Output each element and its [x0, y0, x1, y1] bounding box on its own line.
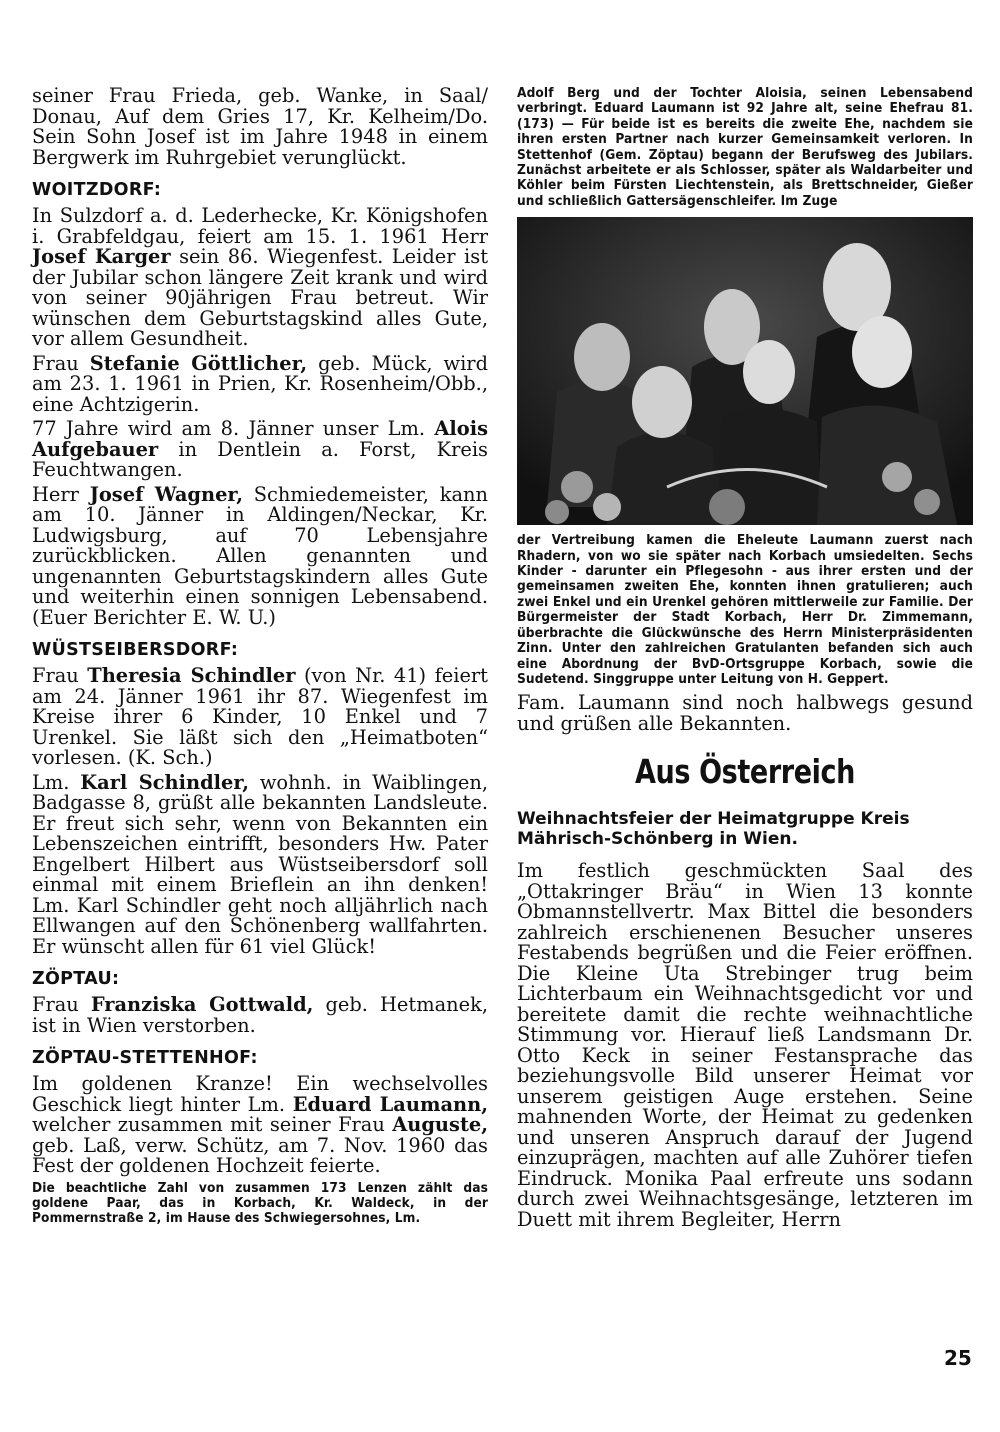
heading-zoeptau: ZÖPTAU:	[32, 969, 120, 989]
paragraph-goettlicher: Frau Stefanie Göttlicher, geb. Mück, wird am 23. 1. 1961 in Prien, Kr. Rosenheim/Obb., eine Achtzigerin.	[32, 351, 488, 416]
small-print-laumann: Die beachtliche Zahl von zusammen 173 Lenzen zählt das goldene Paar, das in Korbach, Kr. Waldeck, in der Pommernstraße 2, im Hause des Schwiegersohnes, Lm.	[32, 1179, 488, 1227]
family-photo	[517, 217, 973, 525]
paragraph-aufgebauer: 77 Jahre wird am 8. Jänner unser Lm. Alois Aufgebauer in Dentlein a. Forst, Kreis Feuchtwangen.	[32, 417, 488, 481]
paragraph-gottwald: Frau Franziska Gottwald, geb. Hetmanek, ist in Wien verstorben.	[32, 993, 489, 1037]
small-print-continued: Adolf Berg und der Tochter Aloisia, seinen Lebensabend verbringt. Eduard Laumann ist 92 Jahre alt, seine Ehefrau 81. (173) — Für beide ist es bereits die zweite Ehe, nachdem sie ihren ersten Partner nach kurzer Gemeinsamkeit verloren. In Stettenhof (Gem. Zöptau) begann der Berufsweg des Jubilars. Zunächst arbeitete er als Schlosser, später als Waldarbeiter und Köhler beim Fürsten Liechtenstein, als Brettschneider, Gießer und schließlich Gattersägenschleifer. Im Zuge	[517, 85, 973, 209]
paragraph-weihnachtsfeier: Im festlich geschmückten Saal des „Ottakringer Bräu“ in Wien 13 konnte Obmannstellvertr. Max Bittel die besonders zahlreich erschienenen Besucher unseres Festabends begrüßen und die Feier eröffnen. Die Kleine Uta Strebinger trug beim Lichterbaum ein Weihnachtsgedicht vor und bereitete damit die rechte weihnachtliche Stimmung vor. Hierauf ließ Landsmann Dr. Otto Keck in seiner Festansprache das beziehungsvolle Bild unserer Heimat vor unserem geistigen Auge erstehen. Seine mahnenden Worte, der Heimat zu gedenken und unseren Anspruch darauf der Jugend einzuprägen, machten auf alle Zuhörer tiefen Eindruck. Monika Paal erfreute uns sodann durch zwei Weihnachtsgesänge, letzteren im Duett mit ihrem Begleiter, Herrn	[517, 859, 973, 1231]
paragraph-karger: In Sulzdorf a. d. Lederhecke, Kr. Königshofen i. Grabfeldgau, feiert am 15. 1. 1961 Herr Josef Karger sein 86. Wiegenfest. Leider ist der Jubilar schon längere Zeit krank und wird von seiner 90jährigen Frau betreut. Wir wünschen dem Geburtstagskind alles Gute, vor allem Gesundheit.	[32, 204, 488, 350]
right-column	[517, 86, 973, 1234]
paragraph-theresia-schindler: Frau Theresia Schindler (von Nr. 41) feiert am 24. Jänner 1961 ihr 87. Wiegenfest im Kreise ihrer 6 Kinder, 10 Enkel und 7 Urenkel. Sie läßt sich den „Heimatboten“ vorlesen. (K. Sch.)	[32, 664, 488, 769]
intro-paragraph: seiner Frau Frieda, geb. Wanke, in Saal/ Donau, Auf dem Gries 17, Kr. Kelheim/Do. Sein Sohn Josef ist im Jahre 1948 in einem Bergwerk im Ruhrgebiet verunglückt.	[32, 84, 488, 169]
section-title-austria: Aus Österreich	[634, 752, 856, 792]
heading-wuestseibersdorf: WÜSTSEIBERSDORF:	[32, 640, 239, 660]
subheading-weihnachtsfeier: Weihnachtsfeier der Heimatgruppe Kreis Mährisch-Schönberg in Wien.	[517, 809, 910, 850]
heading-stettenhof: ZÖPTAU-STETTENHOF:	[32, 1048, 258, 1068]
paragraph-karl-schindler: Lm. Karl Schindler, wohnh. in Waiblingen, Badgasse 8, grüßt alle bekannten Landsleute. Er freut sich sehr, wenn von Bekannten ein Lebenszeichen eintrifft, besonders Hw. Pater Engelbert Hilbert aus Wüstseibersdorf soll einmal mit einem Brieflein an ihn denken! Lm. Karl Schindler geht noch alljährlich nach Ellwangen auf den Schönenberg wallfahrten. Er wünscht allen für 61 viel Glück!	[32, 770, 488, 958]
paragraph-wagner: Herr Josef Wagner, Schmiedemeister, kann am 10. Jänner in Aldingen/Neckar, Kr. Ludwigsburg, auf 70 Lebensjahre zurückblicken. Allen genannten und ungenannten Geburtstagskindern alles Gute und weiterhin einen sonnigen Lebensabend. (Euer Berichter E. W. U.)	[32, 482, 488, 629]
closing-paragraph: Fam. Laumann sind noch halbwegs gesund und grüßen alle Bekannten.	[517, 691, 973, 735]
paragraph-laumann: Im goldenen Kranze! Ein wechselvolles Geschick liegt hinter Lm. Eduard Laumann, welcher zusammen mit seiner Frau Auguste, geb. Laß, verw. Schütz, am 7. Nov. 1960 das Fest der goldenen Hochzeit feierte.	[32, 1072, 488, 1177]
heading-woitzdorf: WOITZDORF:	[32, 180, 162, 200]
page-number: 25	[944, 1346, 972, 1370]
small-print-vertreibung: der Vertreibung kamen die Eheleute Laumann zuerst nach Rhadern, von wo sie später nach Korbach umsiedelten. Sechs Kinder - darunter ein Pflegesohn - aus ihrer ersten und der gemeinsamen zweiten Ehe, konnten ihnen gratulieren; auch zwei Enkel und ein Urenkel gehören mittlerweile zur Familie. Der Bürgermeister der Stadt Korbach, Herr Dr. Zimmemann, überbrachte die Glückwünsche des Herrn Ministerpräsidenten Zinn. Unter den zahlreichen Gratulanten befanden sich auch eine Abordnung der BvD-Ortsgruppe Korbach, sowie die Sudetend. Singgruppe unter Leitung von H. Geppert.	[517, 532, 973, 687]
left-column	[32, 86, 488, 1227]
